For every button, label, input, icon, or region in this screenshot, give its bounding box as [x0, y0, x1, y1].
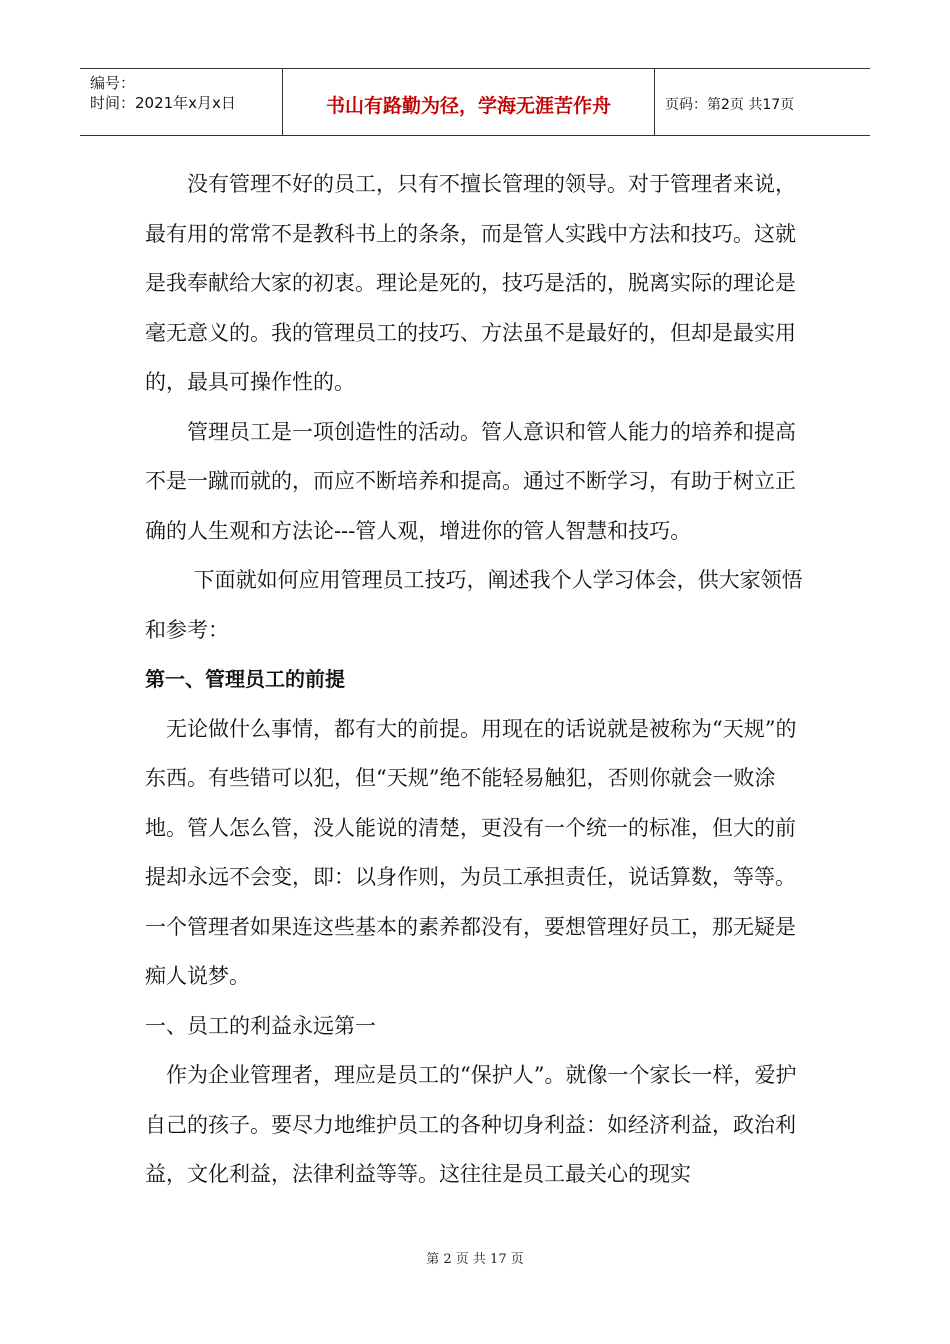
page-footer: 第 2 页 共 17 页 [426, 1252, 524, 1267]
paragraph-creative: 管理员工是一项创造性的活动。管人意识和管人能力的培养和提高不是一蹴而就的，而应不断培养和提高。通过不断学习，有助于树立正确的人生观和方法论---管人观，增进你的管人智慧和技巧。 [145, 419, 796, 543]
header-meta-cell [80, 69, 283, 135]
document-header [80, 68, 870, 136]
header-motto: 书山有路勤为径，学海无涯苦作舟 [283, 69, 655, 135]
document-body [145, 160, 810, 1200]
header-page-info: 页码：第2页 共17页 [665, 97, 795, 113]
subheading: 一、员工的利益永远第一 [145, 1013, 376, 1038]
section-heading: 第一、管理员工的前提 [145, 667, 345, 691]
paragraph-interest: 作为企业管理者，理应是员工的“保护人”。就像一个家长一样，爱护自己的孩子。要尽力地维护员工的各种切身利益：如经济利益，政治利益，文化利益，法律利益等等。这往往是员工最关心的现实 [145, 1063, 797, 1186]
paragraph-preface: 下面就如何应用管理员工技巧，阐述我个人学习体会，供大家领悟和参考： [145, 568, 803, 642]
number-label: 编号： [90, 74, 136, 92]
paragraph-intro: 没有管理不好的员工，只有不擅长管理的领导。对于管理者来说，最有用的常常不是教科书上的条条，而是管人实践中方法和技巧。这就是我奉献给大家的初衷。理论是死的，技巧是活的，脱离实际的理论是毫无意义的。我的管理员工的技巧、方法虽不是最好的，但却是最实用的，最具可操作性的。 [145, 172, 796, 394]
paragraph-premise: 无论做什么事情，都有大的前提。用现在的话说就是被称为“天规”的东西。有些错可以犯，但“天规”绝不能轻易触犯，否则你就会一败涂地。管人怎么管，没人能说的清楚，更没有一个统一的标准，但大的前提却永远不会变，即：以身作则，为员工承担责任，说话算数，等等。一个管理者如果连这些基本的素养都没有，要想管理好员工，那无疑是痴人说梦。 [145, 716, 797, 988]
date-line: 时间：2021年x月x日 [90, 94, 236, 112]
